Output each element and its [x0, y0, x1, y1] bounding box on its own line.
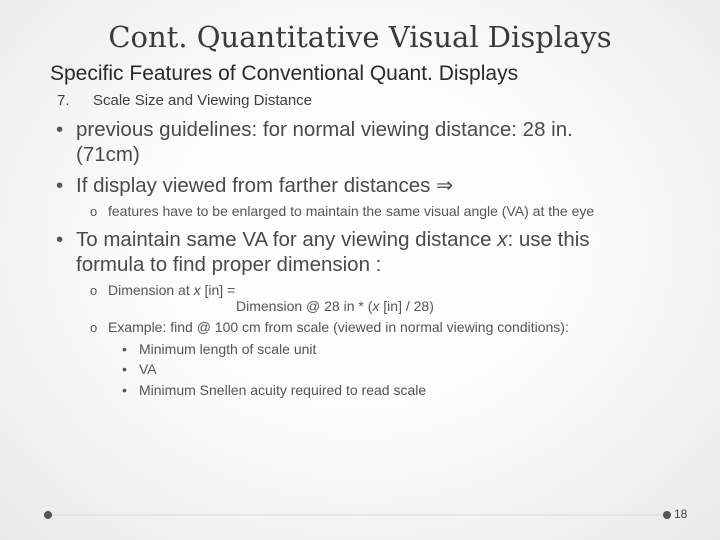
- bullet-dot-icon: •: [56, 174, 64, 197]
- example-bullet: [90, 317, 569, 338]
- bullet-dot-icon: •: [56, 118, 64, 141]
- formula-var: x: [193, 282, 201, 298]
- bullet-3-line2: formula to find proper dimension :: [76, 253, 382, 276]
- formula-part3: Dimension @ 28 in * (: [236, 298, 373, 314]
- example-item-2: [122, 359, 157, 379]
- sub-bullet-circle-icon: o: [90, 283, 98, 298]
- formula-part4: [in] / 28): [379, 298, 434, 314]
- section-label: Scale Size and Viewing Distance: [93, 92, 313, 109]
- numbered-heading: [57, 92, 312, 109]
- slide-title: Cont. Quantitative Visual Displays: [108, 20, 612, 54]
- example-item-1: [122, 339, 317, 359]
- sub-bullet-1-text: features have to be enlarged to maintain the same visual angle (VA) at the eye: [108, 203, 595, 219]
- footer-left-circle-icon: [44, 511, 52, 519]
- example-item-text: Minimum length of scale unit: [139, 341, 317, 357]
- footer-right-circle-icon: [663, 511, 671, 519]
- bullet-2-text: If display viewed from farther distances ⇒: [76, 174, 454, 197]
- page-number: 18: [674, 507, 688, 521]
- example-item-text: Minimum Snellen acuity required to read scale: [139, 382, 427, 398]
- bullet-1-line1: previous guidelines: for normal viewing distance: 28 in.: [76, 118, 573, 141]
- bullet-3: [56, 227, 590, 277]
- bullet-3-line1-end: : use this: [507, 228, 590, 251]
- bullet-3-var: x: [497, 228, 508, 251]
- bullet-dot-icon: •: [122, 341, 127, 357]
- bullet-dot-icon: •: [56, 228, 64, 251]
- formula-part2: [in] =: [200, 282, 236, 298]
- sub-bullet-circle-icon: o: [90, 320, 98, 335]
- sub-bullet-circle-icon: o: [90, 204, 98, 219]
- bullet-1-line2: (71cm): [76, 143, 140, 166]
- bullet-1: [56, 117, 573, 167]
- bullet-dot-icon: •: [122, 361, 127, 377]
- formula-var-2: x: [372, 298, 380, 314]
- sub-bullet-1: [90, 201, 595, 222]
- example-item-text: VA: [139, 361, 157, 377]
- example-item-3: [122, 380, 427, 400]
- bullet-dot-icon: •: [122, 382, 127, 398]
- formula-part1: Dimension at: [108, 282, 194, 298]
- example-text: Example: find @ 100 cm from scale (viewed in normal viewing conditions):: [108, 319, 569, 335]
- bullet-3-line1: To maintain same VA for any viewing distance: [76, 228, 492, 251]
- section-number: 7.: [57, 92, 70, 109]
- slide-subtitle: Specific Features of Conventional Quant. Displays: [50, 62, 519, 85]
- bullet-2: [56, 173, 454, 198]
- formula-bullet: [90, 280, 434, 317]
